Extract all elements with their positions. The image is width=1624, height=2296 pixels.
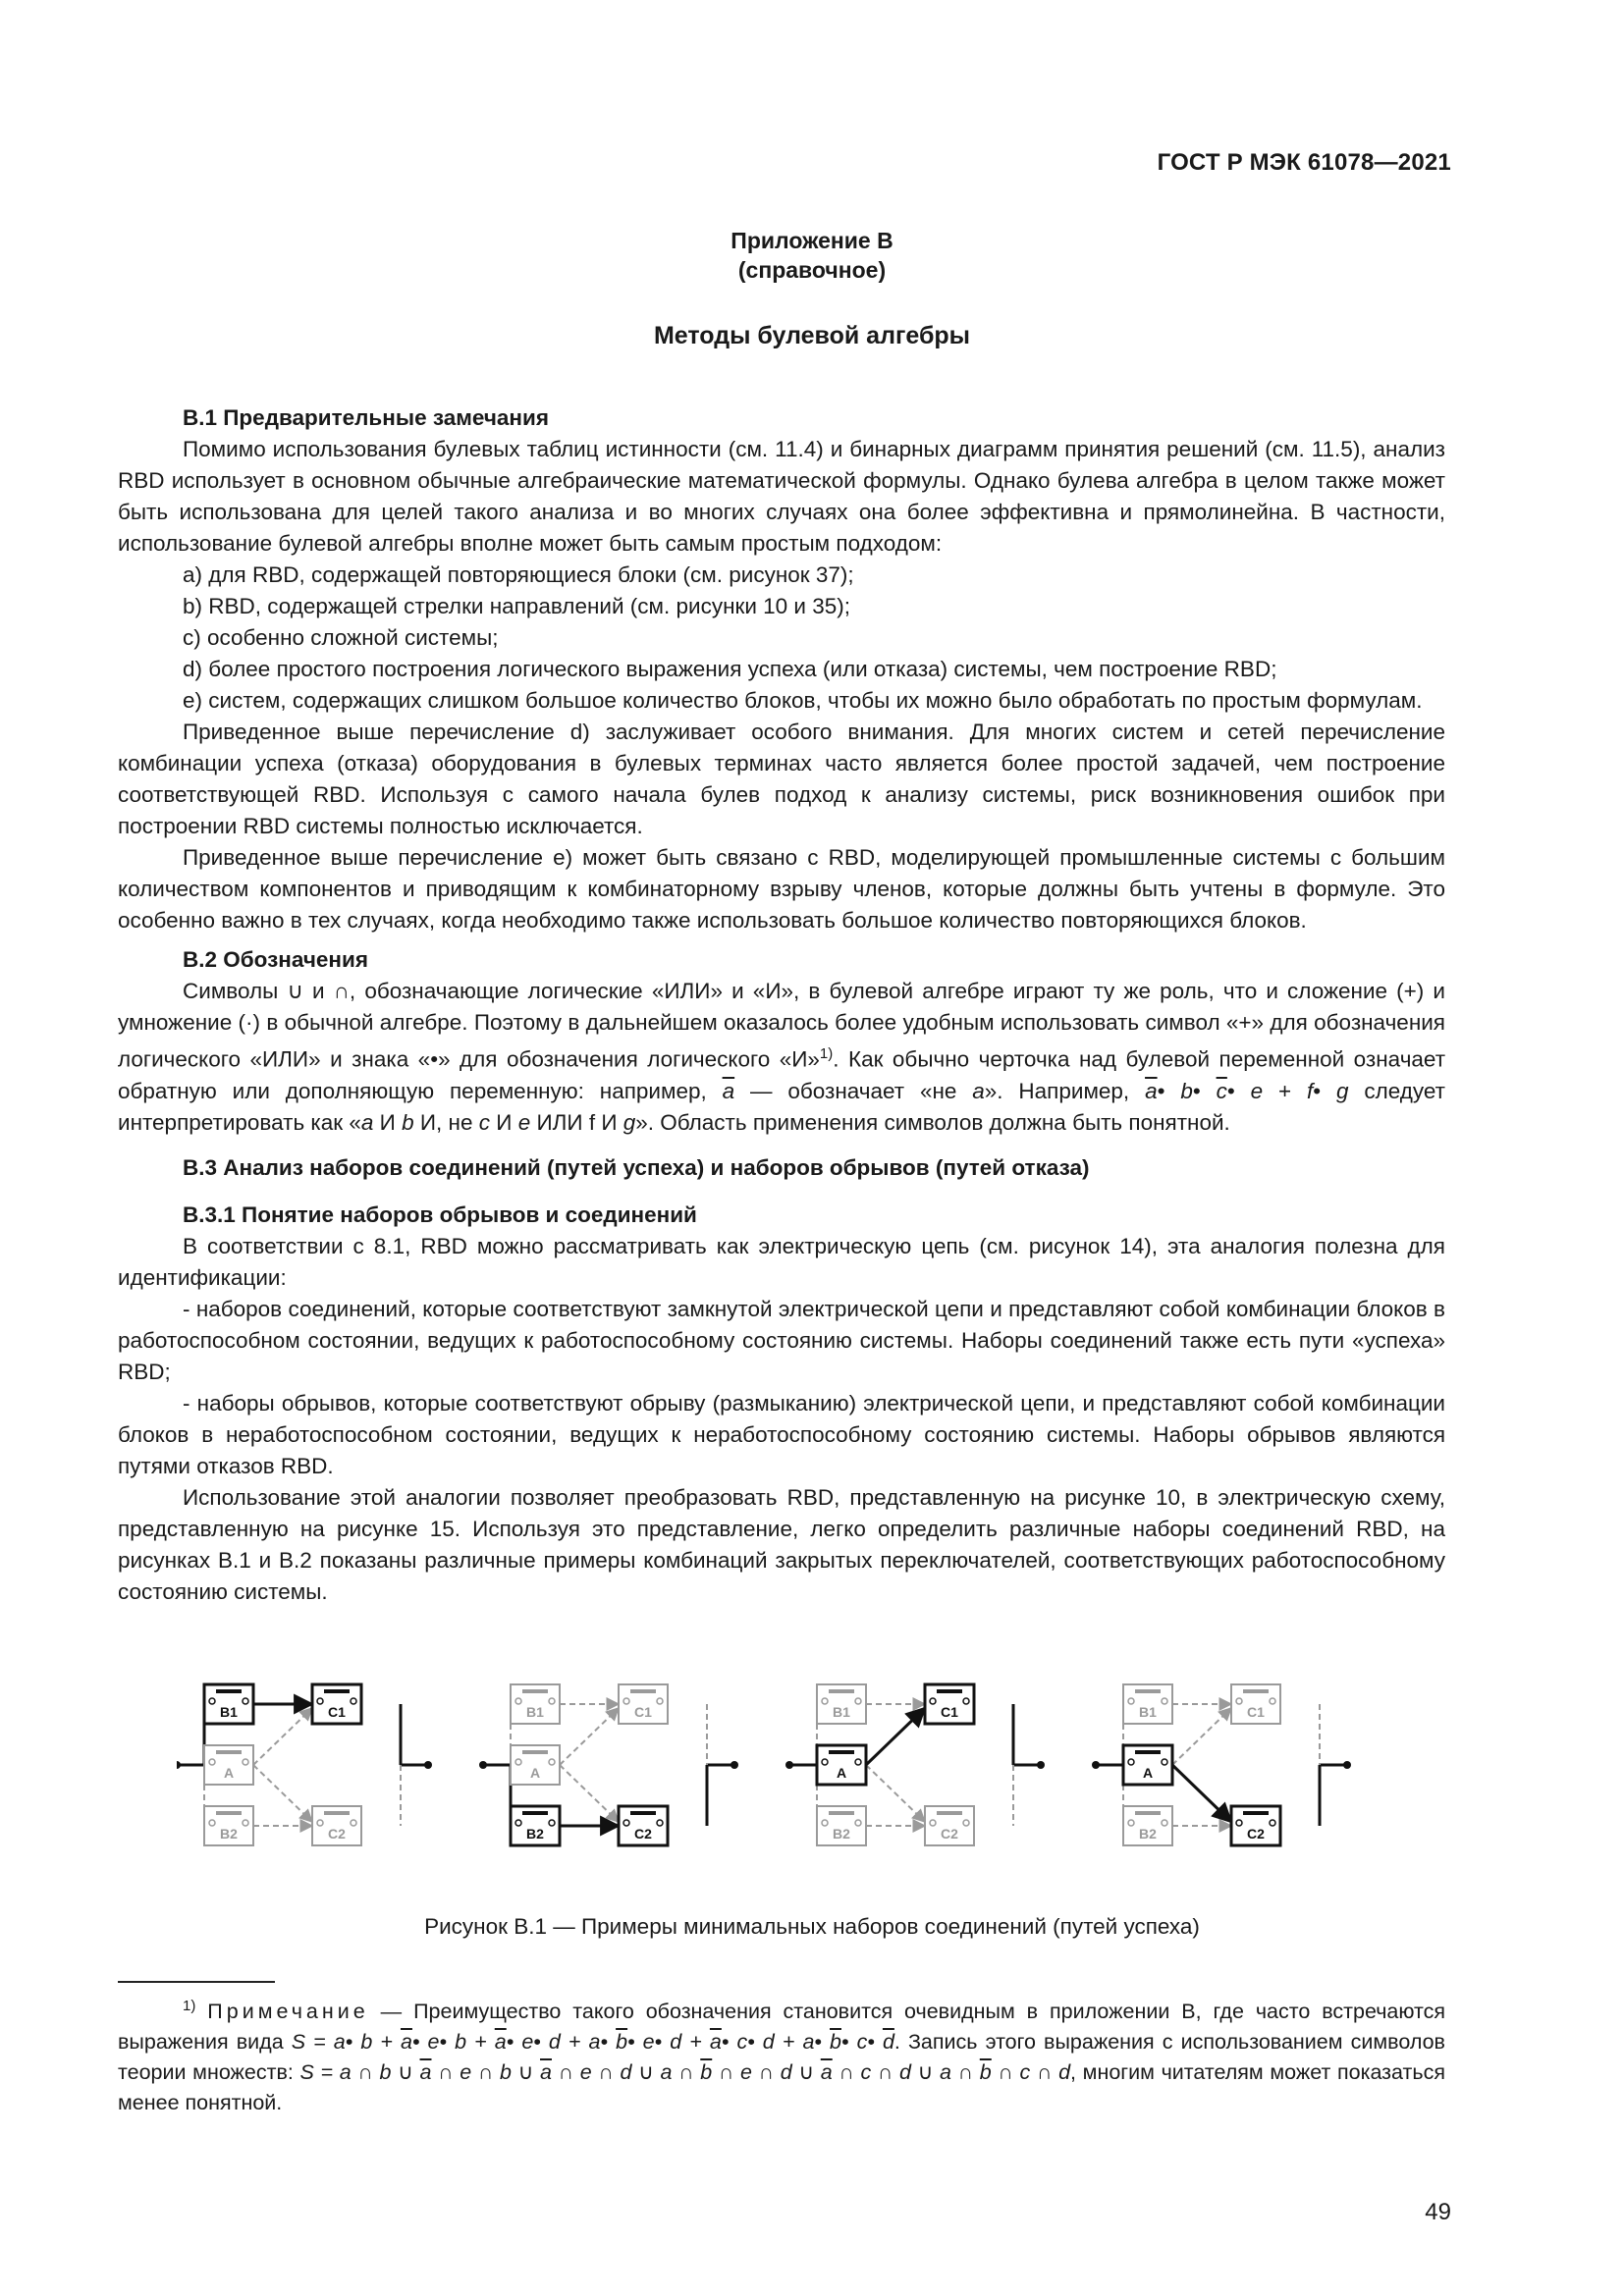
- switch-block-a: [1123, 1745, 1172, 1785]
- switch-contact: [1270, 1698, 1275, 1704]
- switch-contact: [515, 1759, 521, 1765]
- block-label: B1: [220, 1704, 238, 1720]
- switch-lever: [522, 1750, 548, 1754]
- switch-block-b2: [1123, 1806, 1172, 1845]
- switch-contact: [1162, 1820, 1167, 1826]
- section-b31-paragraph-1: В соответствии с 8.1, RBD можно рассматривать как электрическую цепь (см. рисунок 14), эта аналогия полезна для идентификации:: [118, 1233, 1445, 1290]
- block-label: C2: [1247, 1826, 1265, 1842]
- switch-lever: [829, 1811, 854, 1815]
- section-b31-bullet-2: - наборы обрывов, которые соответствуют обрыву (размыканию) электрической цепи, и представляют собой комбинации блоков в неработоспособном состоянии, ведущих к неработоспособному состоянию системы. Наборы обрывов являются путями отказов RBD.: [118, 1390, 1445, 1478]
- block-label: C1: [328, 1704, 346, 1720]
- switch-lever: [324, 1689, 350, 1693]
- figure-caption: Рисунок В.1 — Примеры минимальных наборов соединений (путей успеха): [424, 1914, 1200, 1939]
- switch-contact: [1270, 1820, 1275, 1826]
- switch-lever: [630, 1689, 656, 1693]
- list-item-a: a) для RBD, содержащей повторяющиеся блоки (см. рисунок 37);: [183, 562, 854, 587]
- switch-contact: [351, 1820, 356, 1826]
- list-item-b: b) RBD, содержащей стрелки направлений (см. рисунки 10 и 35);: [183, 594, 851, 618]
- switch-block-b2: [511, 1806, 560, 1845]
- list-item-e: e) систем, содержащих слишком большое количество блоков, чтобы их можно было обработать по простым формулам.: [183, 688, 1423, 713]
- switch-lever: [937, 1811, 962, 1815]
- switch-lever: [216, 1811, 242, 1815]
- switch-block-c2: [619, 1806, 668, 1845]
- switch-contact: [855, 1820, 861, 1826]
- circuit-diagram-2: [479, 1684, 738, 1845]
- block-label: C1: [634, 1704, 652, 1720]
- block-label: C2: [328, 1826, 346, 1842]
- switch-contact: [855, 1698, 861, 1704]
- section-b1-paragraph-3: Приведенное выше перечисление e) может быть связано с RBD, моделирующей промышленные системы с большим количеством компонентов и приводящим к комбинаторному взрыву членов, которые должны быть учтены в формуле. Это особенно важно в тех случаях, когда необходимо также использовать большое количество повторяющихся блоков.: [118, 845, 1445, 933]
- appendix-heading: Методы булевой алгебры: [653, 322, 971, 349]
- switch-contact: [317, 1820, 323, 1826]
- switch-contact: [515, 1698, 521, 1704]
- section-b1-paragraph-2: Приведенное выше перечисление d) заслуживает особого внимания. Для многих систем и сетей перечисление комбинации успеха (отказа) оборудования в булевых терминах часто является более простой задачей, чем построение соответствующей RBD. Используя с самого начала булев подход к анализу системы, риск возникновения ошибок при построении RBD системы полностью исключается.: [118, 720, 1445, 838]
- switch-contact: [623, 1820, 629, 1826]
- switch-block-c1: [925, 1684, 974, 1724]
- section-b1-title: В.1 Предварительные замечания: [183, 405, 549, 430]
- switch-contact: [930, 1820, 936, 1826]
- switch-block-b1: [1123, 1684, 1172, 1724]
- switch-contact: [1236, 1820, 1242, 1826]
- circuit-diagram-3: [785, 1684, 1045, 1845]
- switch-contact: [623, 1698, 629, 1704]
- switch-lever: [1243, 1811, 1269, 1815]
- block-label: B1: [1139, 1704, 1157, 1720]
- switch-lever: [829, 1689, 854, 1693]
- switch-contact: [1128, 1759, 1134, 1765]
- switch-contact: [822, 1820, 828, 1826]
- switch-contact: [657, 1820, 663, 1826]
- switch-block-b2: [817, 1806, 866, 1845]
- switch-block-c1: [619, 1684, 668, 1724]
- switch-contact: [930, 1698, 936, 1704]
- switch-lever: [1243, 1689, 1269, 1693]
- link-a-c2: [560, 1765, 619, 1822]
- switch-contact: [549, 1698, 555, 1704]
- switch-contact: [243, 1820, 248, 1826]
- switch-block-b1: [817, 1684, 866, 1724]
- block-label: B1: [833, 1704, 850, 1720]
- switch-contact: [1236, 1698, 1242, 1704]
- page-number: 49: [1425, 2199, 1451, 2225]
- link-a-c2: [1172, 1765, 1231, 1822]
- switch-lever: [216, 1750, 242, 1754]
- figure-b1-diagrams: [177, 1667, 1394, 1893]
- switch-contact: [243, 1698, 248, 1704]
- switch-contact: [549, 1820, 555, 1826]
- switch-block-a: [511, 1745, 560, 1785]
- circuit-diagram-4: [1092, 1684, 1351, 1845]
- switch-lever: [522, 1689, 548, 1693]
- switch-block-b1: [511, 1684, 560, 1724]
- footnote: $^{1)}$ Примечание — Преимущество такого обозначения становится очевидным в приложении В, где часто встречаются выражения вида S = a• $b + \overline{a}•$ e• $b + \overline{a}•$ e• d + a• $\overline{b}•$ e• $d + \overline{a}•$ c• d + a• $\overline{b}•$ c• $\overline{d}$. Запись этого выражения с использованием символов теории множеств: S = a ∩ b ∪ $\overline{a}$ ∩ e ∩ b ∪ $\overline{a}$ ∩ e ∩ d ∪ a ∩ $\overline{b}$ ∩ e ∩ d ∪ $\overline{a}$ ∩ c ∩ d ∪ a ∩ $\overline{b}$ ∩ c ∩ d, многим читателям может показаться менее понятной.: [118, 1998, 1446, 2115]
- block-label: B1: [526, 1704, 544, 1720]
- block-label: A: [529, 1765, 541, 1781]
- switch-contact: [243, 1759, 248, 1765]
- switch-block-c2: [1231, 1806, 1280, 1845]
- switch-lever: [829, 1750, 854, 1754]
- switch-lever: [216, 1689, 242, 1693]
- switch-lever: [937, 1689, 962, 1693]
- main-text: [118, 397, 1445, 1608]
- switch-lever: [1135, 1750, 1161, 1754]
- block-label: B2: [220, 1826, 238, 1842]
- switch-block-c1: [312, 1684, 361, 1724]
- block-label: C1: [941, 1704, 958, 1720]
- block-label: C1: [1247, 1704, 1265, 1720]
- switch-lever: [1135, 1689, 1161, 1693]
- switch-contact: [209, 1698, 215, 1704]
- footnote-note-word: Примечание: [207, 2000, 369, 2024]
- link-a-c1: [866, 1708, 925, 1765]
- circuit-diagram-1: [177, 1684, 432, 1845]
- switch-contact: [209, 1759, 215, 1765]
- switch-contact: [209, 1820, 215, 1826]
- switch-contact: [822, 1759, 828, 1765]
- switch-contact: [822, 1698, 828, 1704]
- section-b2-paragraph: Символы ∪ и ∩, обозначающие логические «ИЛИ» и «И», в булевой алгебре играют ту же роль, что и сложение (+) и умножение (·) в обычной алгебре. Поэтому в дальнейшем оказалось более удобным использовать символ «+» для обозначения логического «ИЛИ» и знака «•» для обозначения логического «И»$^{1)}$. Как обычно черточка над булевой переменной означает обратную или дополняющую переменную: например, $\overline{a}$ — обозначает «не a». Например, $\overline{a}•$ b• $\overline{c}•$ e + f• g следует интерпретировать как «a И b И, не c И e ИЛИ f И g». Область применения символов должна быть понятной.: [118, 979, 1445, 1135]
- block-label: A: [223, 1765, 235, 1781]
- section-b3-title: В.3 Анализ наборов соединений (путей успеха) и наборов обрывов (путей отказа): [183, 1154, 1090, 1180]
- list-item-c: c) особенно сложной системы;: [183, 625, 499, 650]
- footnote-separator: [118, 1981, 275, 1983]
- switch-lever: [630, 1811, 656, 1815]
- link-a-c1: [560, 1708, 619, 1765]
- switch-contact: [317, 1698, 323, 1704]
- switch-contact: [1162, 1759, 1167, 1765]
- switch-contact: [1128, 1698, 1134, 1704]
- switch-lever: [1135, 1811, 1161, 1815]
- block-label: A: [1142, 1765, 1154, 1781]
- switch-contact: [657, 1698, 663, 1704]
- switch-block-a: [817, 1745, 866, 1785]
- switch-contact: [963, 1820, 969, 1826]
- footnote-mark: 1): [183, 1998, 196, 2014]
- appendix-subtitle: (справочное): [737, 257, 887, 283]
- switch-contact: [1162, 1698, 1167, 1704]
- link-a-c1: [1172, 1708, 1231, 1765]
- section-b2-title: В.2 Обозначения: [183, 947, 368, 972]
- link-a-c2: [866, 1765, 925, 1822]
- block-label: C2: [941, 1826, 958, 1842]
- switch-block-c2: [925, 1806, 974, 1845]
- switch-contact: [855, 1759, 861, 1765]
- block-label: C2: [634, 1826, 652, 1842]
- section-b31-title: В.3.1 Понятие наборов обрывов и соединений: [183, 1201, 697, 1227]
- switch-block-c2: [312, 1806, 361, 1845]
- switch-block-b2: [204, 1806, 253, 1845]
- switch-block-c1: [1231, 1684, 1280, 1724]
- block-label: B2: [833, 1826, 850, 1842]
- link-a-c2: [253, 1765, 312, 1822]
- footnote-ref: 1): [819, 1045, 834, 1062]
- switch-contact: [515, 1820, 521, 1826]
- document-id: ГОСТ Р МЭК 61078—2021: [1157, 149, 1451, 176]
- switch-contact: [549, 1759, 555, 1765]
- switch-contact: [963, 1698, 969, 1704]
- section-b31-bullet-1: - наборов соединений, которые соответствуют замкнутой электрической цепи и представляют собой комбинации блоков в работоспособном состоянии, ведущих к работоспособному состоянию системы. Наборы соединений также есть пути «успеха» RBD;: [118, 1296, 1445, 1384]
- block-label: B2: [526, 1826, 544, 1842]
- switch-block-a: [204, 1745, 253, 1785]
- block-label: B2: [1139, 1826, 1157, 1842]
- appendix-title: Приложение В: [731, 228, 893, 253]
- section-b31-paragraph-2: Использование этой аналогии позволяет преобразовать RBD, представленную на рисунке 10, в электрическую схему, представленную на рисунке 15. Используя это представление, легко определить различные наборы соединений RBD, на рисунках В.1 и В.2 показаны различные примеры комбинаций закрытых переключателей, соответствующих работоспособному состоянию системы.: [118, 1484, 1445, 1604]
- switch-contact: [351, 1698, 356, 1704]
- switch-contact: [1128, 1820, 1134, 1826]
- switch-lever: [324, 1811, 350, 1815]
- list-item-d: d) более простого построения логического выражения успеха (или отказа) системы, чем построение RBD;: [183, 657, 1277, 681]
- switch-lever: [522, 1811, 548, 1815]
- section-b1-paragraph-1: Помимо использования булевых таблиц истинности (см. 11.4) и бинарных диаграмм принятия решений (см. 11.5), анализ RBD использует в основном обычные алгебраические математической формулы. Однако булева алгебра в целом также может быть использована для целей такого анализа и во многих случаях она более эффективна и прямолинейна. В частности, использование булевой алгебры вполне может быть самым простым подходом:: [118, 437, 1445, 556]
- block-label: A: [836, 1765, 847, 1781]
- switch-block-b1: [204, 1684, 253, 1724]
- link-a-c1: [253, 1708, 312, 1765]
